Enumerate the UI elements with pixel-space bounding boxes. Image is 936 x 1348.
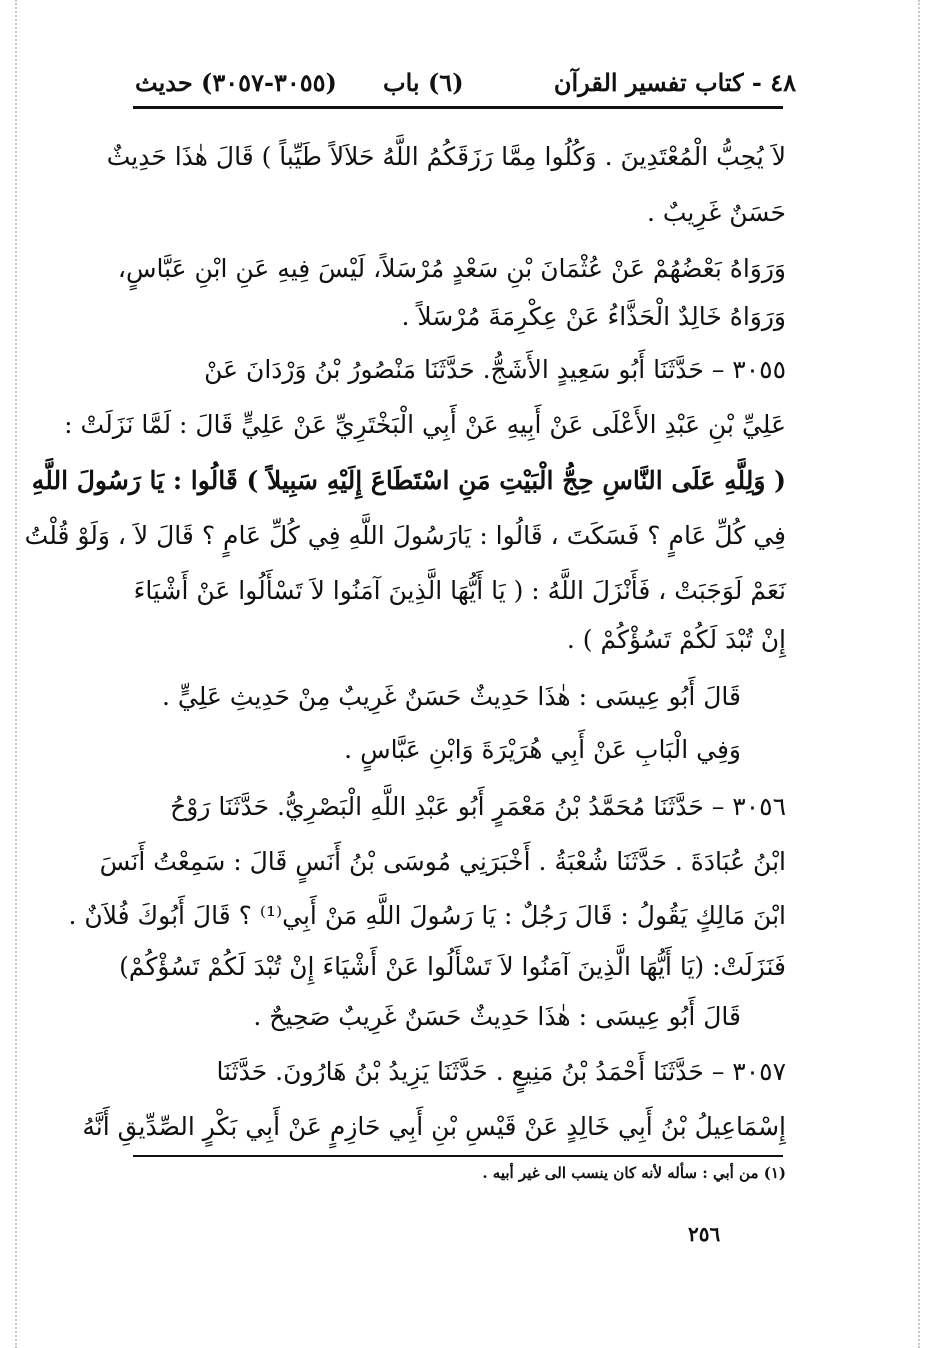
hadith-3055-line-2: عَلِيِّ بْنِ عَبْدِ الأَعْلَى عَنْ أَبِيهِ عَنْ أَبِي الْبَخْتَرِيِّ عَنْ عَلِيٍّ قَالَ : لَمَّا نَزَلَتْ : [64,410,786,439]
header-rule [133,106,783,109]
page-number: ٢٥٦ [688,1222,721,1246]
hadith-3055-line-1: ٣٠٥٥ – حَدَّثَنَا أَبُو سَعِيدٍ الأَشَجُّ. حَدَّثَنَا مَنْصُورُ بْنُ وَرْدَانَ عَنْ [204,355,786,384]
hadith-3056-line-1: ٣٠٥٦ – حَدَّثَنَا مُحَمَّدُ بْنُ مَعْمَرٍ أَبُو عَبْدِ اللَّهِ الْبَصْرِيُّ. حَدَّثَنَا رَوْحُ [170,792,786,821]
header-chapter: (٦) باب [383,68,464,97]
hadith-3057-line-2: إِسْمَاعِيلُ بْنُ أَبِي خَالِدٍ عَنْ قَيْسِ بْنِ أَبِي حَازِمٍ عَنْ أَبِي بَكْرٍ الصِّدِّيقِ أَنَّهُ [82,1112,786,1141]
header-hadith-range: (٣٠٥٥-٣٠٥٧) حديث [135,68,337,97]
hadith-3056-line-4: فَنَزَلَتْ: (يَا أَيُّهَا الَّذِينَ آمَنُوا لاَ تَسْأَلُوا عَنْ أَشْيَاءَ إِنْ تُبْدَ لَكُمْ تَسُؤْكُمْ) [119,952,786,981]
header-book-title: ٤٨ - كتاب تفسير القرآن [553,68,796,97]
hadith-3055-line-6: إِنْ تُبْدَ لَكُمْ تَسُؤْكُمْ ) . [566,625,786,654]
bab-note: وَفِي الْبَابِ عَنْ أَبِي هُرَيْرَةَ وَابْنِ عَبَّاسٍ . [344,735,741,764]
text-line-1: لاَ يُحِبُّ الْمُعْتَدِينَ . وَكُلُوا مِمَّا رَزَقَكُمُ اللَّهُ حَلاَلاً طَيِّباً ) قَالَ هٰذَا حَدِيثٌ [106,142,786,171]
left-dotted-border [15,0,17,1348]
text-line-3: وَرَوَاهُ بَعْضُهُمْ عَنْ عُثْمَانَ بْنِ سَعْدٍ مُرْسَلاً، لَيْسَ فِيهِ عَنِ ابْنِ عَبَّاسٍ، [117,254,786,283]
footnote-rule [133,1155,783,1157]
right-dotted-border [918,0,920,1348]
text-line-2: حَسَنٌ غَرِيبٌ . [646,198,786,227]
footnote: (١) من أبي : سأله لأنه كان ينسب الى غير أبيه . [482,1164,786,1182]
hadith-3056-line-2: ابْنُ عُبَادَةَ . حَدَّثَنَا شُعْبَةُ . أَخْبَرَنِي مُوسَى بْنُ أَنَسٍ قَالَ : سَمِعْتُ أَنَسَ [99,847,786,876]
hadith-3055-line-4: فِي كُلِّ عَامٍ ؟ فَسَكَتَ ، قَالُوا : يَارَسُولَ اللَّهِ فِي كُلِّ عَامٍ ؟ قَالَ لاَ ، وَلَوْ قُلْتُ [24,521,786,550]
hadith-3055-line-3: ( وَلِلَّهِ عَلَى النَّاسِ حِجُّ الْبَيْتِ مَنِ اسْتَطَاعَ إِلَيْهِ سَبِيلاً ) قَالُوا : يَا رَسُولَ اللَّهِ [31,466,786,495]
hadith-3057-line-1: ٣٠٥٧ – حَدَّثَنَا أَحْمَدُ بْنُ مَنِيعٍ . حَدَّثَنَا يَزِيدُ بْنُ هَارُونَ. حَدَّثَنَا [216,1057,786,1086]
hadith-3055-line-5: نَعَمْ لَوَجَبَتْ ، فَأَنْزَلَ اللَّهُ : ( يَا أَيُّهَا الَّذِينَ آمَنُوا لاَ تَسْأَلُوا عَنْ أَشْيَاءَ [133,576,786,605]
abu-isa-comment-1: قَالَ أَبُو عِيسَى : هٰذَا حَدِيثٌ حَسَنٌ غَرِيبٌ مِنْ حَدِيثِ عَلِيٍّ . [162,682,741,711]
text-line-4: وَرَوَاهُ خَالِدٌ الْحَذَّاءُ عَنْ عِكْرِمَةَ مُرْسَلاً . [401,302,786,331]
hadith-3056-line-3: ابْنَ مَالِكٍ يَقُولُ : قَالَ رَجُلٌ : يَا رَسُولَ اللَّهِ مَنْ أَبِي⁽¹⁾ ؟ قَالَ أَبُوكَ فُلاَنٌ . [68,901,786,930]
abu-isa-comment-2: قَالَ أَبُو عِيسَى : هٰذَا حَدِيثٌ حَسَنٌ غَرِيبٌ صَحِيحٌ . [253,1002,741,1031]
